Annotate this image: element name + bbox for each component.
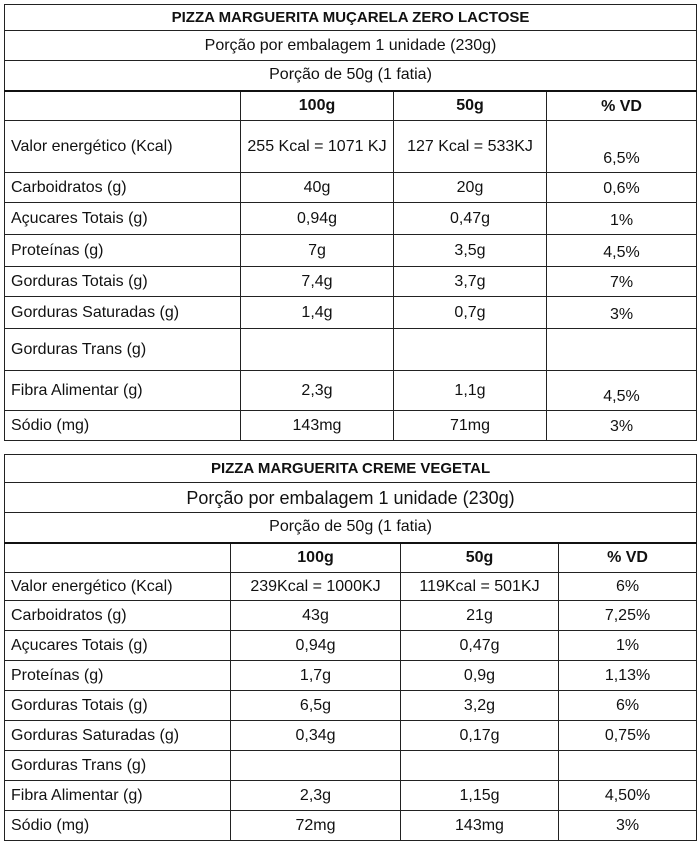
table-row (5, 781, 697, 811)
value-100g: 2,3g (231, 781, 401, 811)
row-label: Gorduras Totais (g) (5, 267, 241, 297)
value-50g: 0,47g (394, 203, 547, 235)
value-vd (559, 751, 697, 781)
value-vd: 3% (547, 297, 697, 329)
table-row (5, 267, 697, 297)
value-50g: 0,47g (401, 631, 559, 661)
value-vd: 3% (547, 411, 697, 441)
value-50g: 71mg (394, 411, 547, 441)
value-100g: 6,5g (231, 691, 401, 721)
value-50g: 21g (401, 601, 559, 631)
table-row (5, 751, 697, 781)
table-row (5, 371, 697, 411)
value-100g: 0,34g (231, 721, 401, 751)
row-label: Proteínas (g) (5, 235, 241, 267)
table-row (5, 691, 697, 721)
table-row (5, 235, 697, 267)
value-50g: 1,1g (394, 371, 547, 411)
nutrition-table-creme-vegetal (4, 454, 697, 841)
value-50g: 143mg (401, 811, 559, 841)
value-100g: 0,94g (241, 203, 394, 235)
table-row (5, 631, 697, 661)
row-label: Gorduras Saturadas (g) (5, 721, 231, 751)
value-50g: 1,15g (401, 781, 559, 811)
row-label: Açucares Totais (g) (5, 631, 231, 661)
value-100g: 2,3g (241, 371, 394, 411)
header-50g: 50g (394, 91, 547, 121)
value-vd: 1% (559, 631, 697, 661)
value-100g: 7,4g (241, 267, 394, 297)
porcao-embalagem: Porção por embalagem 1 unidade (230g) (5, 31, 697, 61)
row-label: Valor energético (Kcal) (5, 573, 231, 601)
value-vd: 6,5% (547, 121, 697, 173)
value-vd: 7,25% (559, 601, 697, 631)
table-row (5, 173, 697, 203)
row-label: Gorduras Trans (g) (5, 329, 241, 371)
row-label: Proteínas (g) (5, 661, 231, 691)
value-50g: 20g (394, 173, 547, 203)
row-label: Valor energético (Kcal) (5, 121, 241, 173)
row-label: Carboidratos (g) (5, 601, 231, 631)
value-100g: 0,94g (231, 631, 401, 661)
table-row (5, 203, 697, 235)
value-vd: 0,6% (547, 173, 697, 203)
porcao-embalagem: Porção por embalagem 1 unidade (230g) (5, 483, 697, 513)
value-vd (547, 329, 697, 371)
value-vd: 4,50% (559, 781, 697, 811)
value-100g: 143mg (241, 411, 394, 441)
table-row (5, 329, 697, 371)
value-100g: 43g (231, 601, 401, 631)
porcao: Porção de 50g (1 fatia) (5, 513, 697, 543)
header-50g: 50g (401, 543, 559, 573)
value-50g: 0,17g (401, 721, 559, 751)
value-100g (241, 329, 394, 371)
value-50g: 127 Kcal = 533KJ (394, 121, 547, 173)
value-100g: 239Kcal = 1000KJ (231, 573, 401, 601)
table-row (5, 601, 697, 631)
value-vd: 7% (547, 267, 697, 297)
row-label: Sódio (mg) (5, 811, 231, 841)
value-vd: 4,5% (547, 371, 697, 411)
value-100g: 255 Kcal = 1071 KJ (241, 121, 394, 173)
value-100g: 1,4g (241, 297, 394, 329)
nutrition-table-zero-lactose (4, 4, 697, 441)
value-50g: 3,7g (394, 267, 547, 297)
row-label: Fibra Alimentar (g) (5, 371, 241, 411)
value-100g: 1,7g (231, 661, 401, 691)
row-label: Gorduras Trans (g) (5, 751, 231, 781)
value-50g: 119Kcal = 501KJ (401, 573, 559, 601)
header-empty (5, 91, 241, 121)
table-row (5, 121, 697, 173)
row-label: Açucares Totais (g) (5, 203, 241, 235)
value-vd: 4,5% (547, 235, 697, 267)
table-row (5, 721, 697, 751)
row-label: Gorduras Totais (g) (5, 691, 231, 721)
porcao: Porção de 50g (1 fatia) (5, 61, 697, 91)
value-50g: 0,9g (401, 661, 559, 691)
row-label: Carboidratos (g) (5, 173, 241, 203)
row-label: Fibra Alimentar (g) (5, 781, 231, 811)
value-50g (394, 329, 547, 371)
table-title: PIZZA MARGUERITA MUÇARELA ZERO LACTOSE (5, 5, 697, 31)
value-vd: 6% (559, 573, 697, 601)
value-100g: 7g (241, 235, 394, 267)
header-empty (5, 543, 231, 573)
value-100g: 72mg (231, 811, 401, 841)
row-label: Gorduras Saturadas (g) (5, 297, 241, 329)
table-row (5, 573, 697, 601)
value-vd: 0,75% (559, 721, 697, 751)
value-50g: 0,7g (394, 297, 547, 329)
header-100g: 100g (231, 543, 401, 573)
table-row (5, 661, 697, 691)
table-row (5, 411, 697, 441)
header-vd: % VD (559, 543, 697, 573)
value-50g: 3,2g (401, 691, 559, 721)
value-50g: 3,5g (394, 235, 547, 267)
table-title: PIZZA MARGUERITA CREME VEGETAL (5, 455, 697, 483)
value-100g: 40g (241, 173, 394, 203)
value-50g (401, 751, 559, 781)
value-vd: 3% (559, 811, 697, 841)
row-label: Sódio (mg) (5, 411, 241, 441)
value-vd: 1,13% (559, 661, 697, 691)
header-vd: % VD (547, 91, 697, 121)
header-100g: 100g (241, 91, 394, 121)
value-100g (231, 751, 401, 781)
value-vd: 1% (547, 203, 697, 235)
table-row (5, 297, 697, 329)
value-vd: 6% (559, 691, 697, 721)
table-row (5, 811, 697, 841)
